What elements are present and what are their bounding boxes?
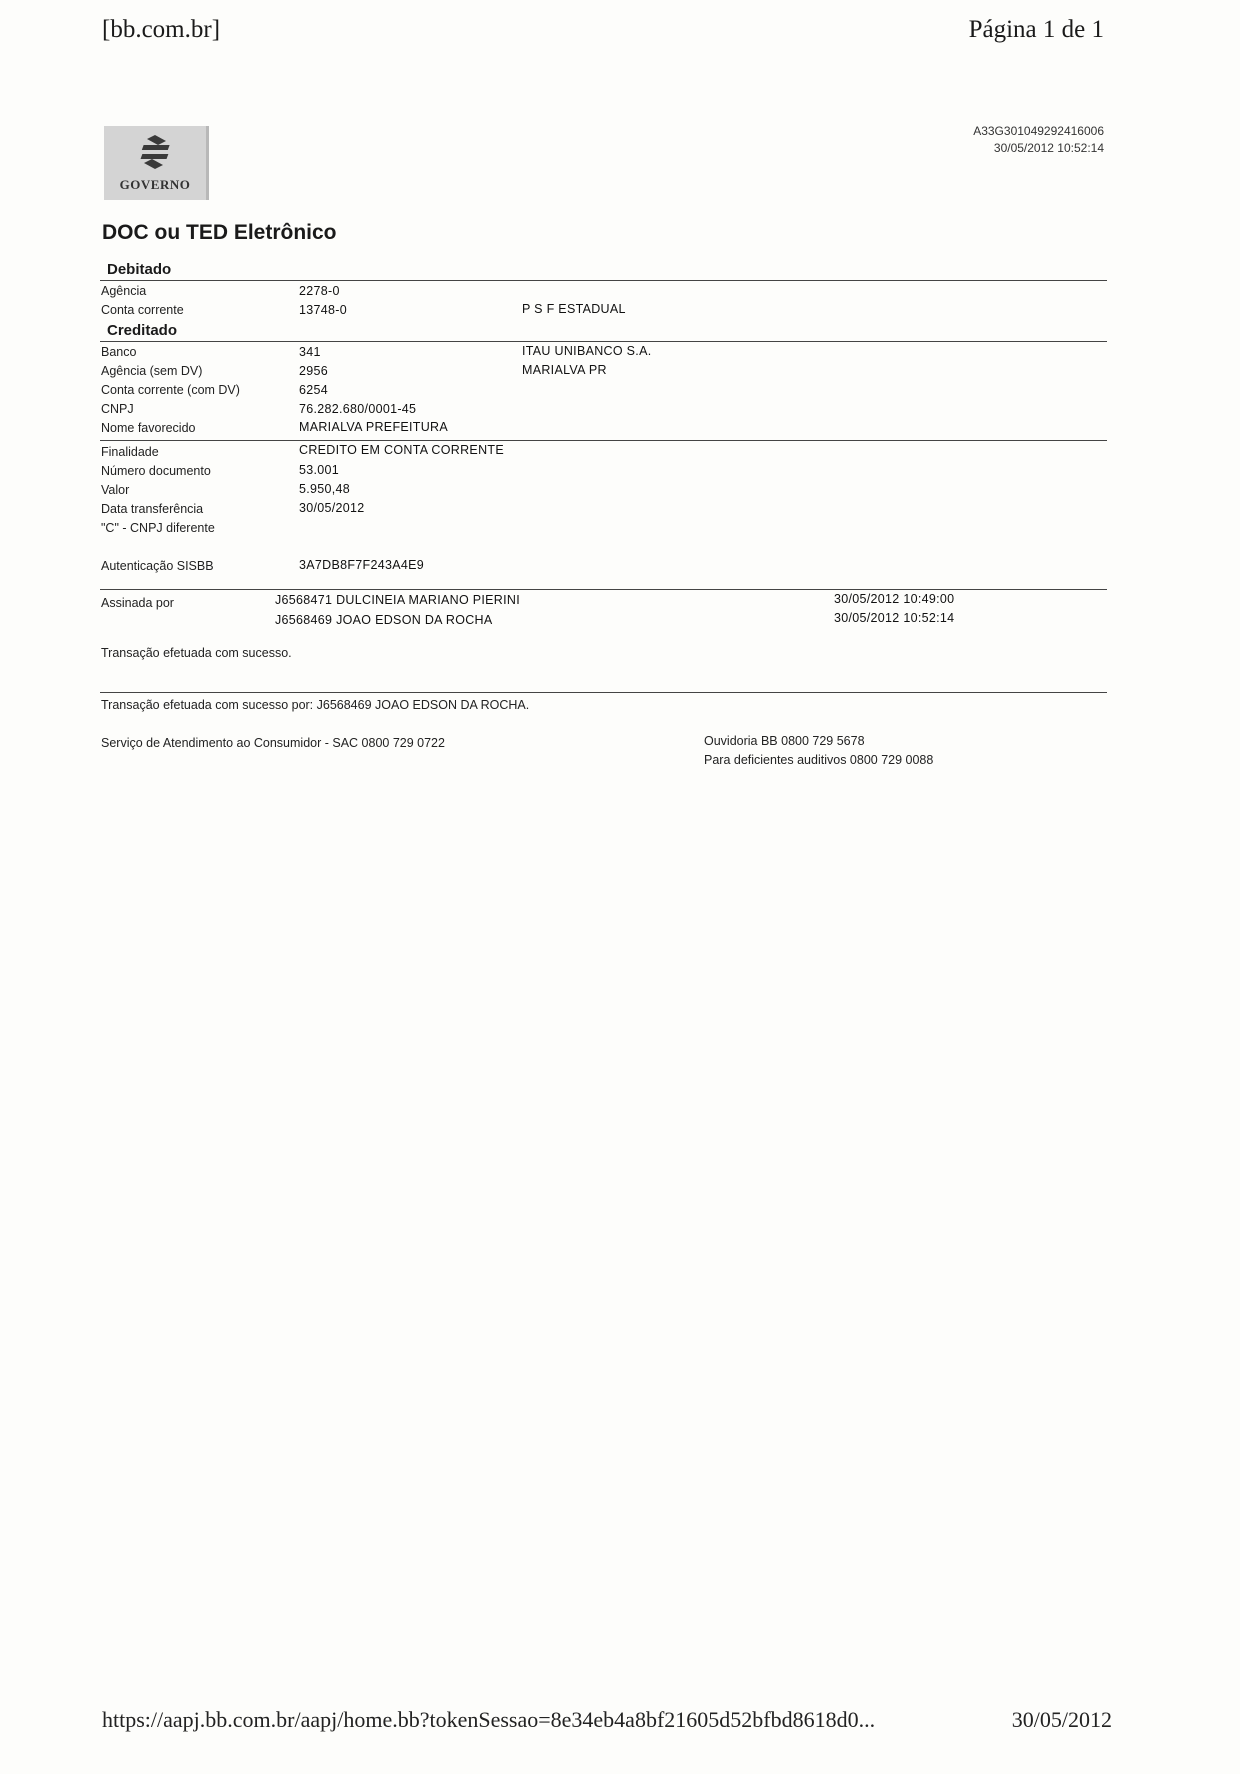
divider — [100, 589, 1107, 590]
label-cnpj: CNPJ — [101, 402, 134, 416]
value-data-transferencia: 30/05/2012 — [299, 501, 365, 515]
divider — [100, 440, 1107, 441]
label-autenticacao: Autenticação SISBB — [101, 559, 214, 573]
label-conta-com-dv: Conta corrente (com DV) — [101, 383, 240, 397]
label-agencia-sem-dv: Agência (sem DV) — [101, 364, 203, 378]
document-title: DOC ou TED Eletrônico — [102, 221, 337, 244]
value-conta-com-dv: 6254 — [299, 383, 329, 397]
divider — [100, 280, 1107, 281]
value-numero-documento: 53.001 — [299, 463, 340, 477]
label-numero-documento: Número documento — [101, 464, 211, 478]
bb-logo-icon — [136, 133, 174, 171]
print-header-page: Página 1 de 1 — [968, 16, 1104, 43]
deficientes-contact: Para deficientes auditivos 0800 729 0088 — [704, 753, 934, 767]
auth-code: A33G301049292416006 — [973, 124, 1104, 138]
status-message: Transação efetuada com sucesso. — [101, 646, 292, 660]
divider — [100, 341, 1107, 342]
value-cnpj: 76.282.680/0001-45 — [299, 402, 417, 416]
status-por-message: Transação efetuada com sucesso por: J6568469 JOAO EDSON DA ROCHA. — [101, 698, 530, 712]
value-cidade: MARIALVA PR — [522, 363, 607, 377]
value-agencia-sem-dv: 2956 — [299, 364, 329, 378]
label-finalidade: Finalidade — [101, 445, 159, 459]
value-conta-corrente: 13748-0 — [299, 303, 347, 317]
value-finalidade: CREDITO EM CONTA CORRENTE — [299, 443, 504, 457]
label-data-transferencia: Data transferência — [101, 502, 204, 516]
label-agencia: Agência — [101, 284, 147, 298]
label-banco: Banco — [101, 345, 137, 359]
divider — [100, 692, 1107, 693]
print-header-site: [bb.com.br] — [102, 16, 221, 43]
label-cnpj-diferente: "C" - CNPJ diferente — [101, 521, 215, 535]
print-footer-date: 30/05/2012 — [1011, 1707, 1112, 1732]
value-banco-nome: ITAU UNIBANCO S.A. — [522, 344, 652, 358]
value-nome-favorecido: MARIALVA PREFEITURA — [299, 420, 449, 434]
label-assinada-por: Assinada por — [101, 596, 174, 610]
value-banco: 341 — [299, 345, 321, 359]
label-valor: Valor — [101, 483, 130, 497]
section-debitado-heading: Debitado — [107, 261, 172, 278]
signer-datetime: 30/05/2012 10:52:14 — [834, 611, 955, 625]
label-nome-favorecido: Nome favorecido — [101, 421, 196, 435]
label-conta-corrente: Conta corrente — [101, 303, 184, 317]
bank-logo — [104, 126, 209, 200]
value-titular: P S F ESTADUAL — [522, 302, 626, 316]
section-creditado-heading: Creditado — [107, 322, 178, 339]
value-autenticacao: 3A7DB8F7F243A4E9 — [299, 558, 425, 572]
value-valor: 5.950,48 — [299, 482, 351, 496]
value-agencia: 2278-0 — [299, 284, 340, 298]
auth-datetime: 30/05/2012 10:52:14 — [993, 141, 1104, 155]
signer-datetime: 30/05/2012 10:49:00 — [834, 592, 955, 606]
logo-text: GOVERNO — [119, 177, 191, 192]
ouvidoria-contact: Ouvidoria BB 0800 729 5678 — [704, 734, 865, 748]
sac-contact: Serviço de Atendimento ao Consumidor - SAC 0800 729 0722 — [101, 736, 445, 750]
signer-name: J6568471 DULCINEIA MARIANO PIERINI — [275, 593, 521, 607]
signer-name: J6568469 JOAO EDSON DA ROCHA — [275, 613, 493, 627]
print-footer-url: https://aapj.bb.com.br/aapj/home.bb?tokenSessao=8e34eb4a8bf21605d52bfbd8618d0... — [102, 1707, 876, 1732]
